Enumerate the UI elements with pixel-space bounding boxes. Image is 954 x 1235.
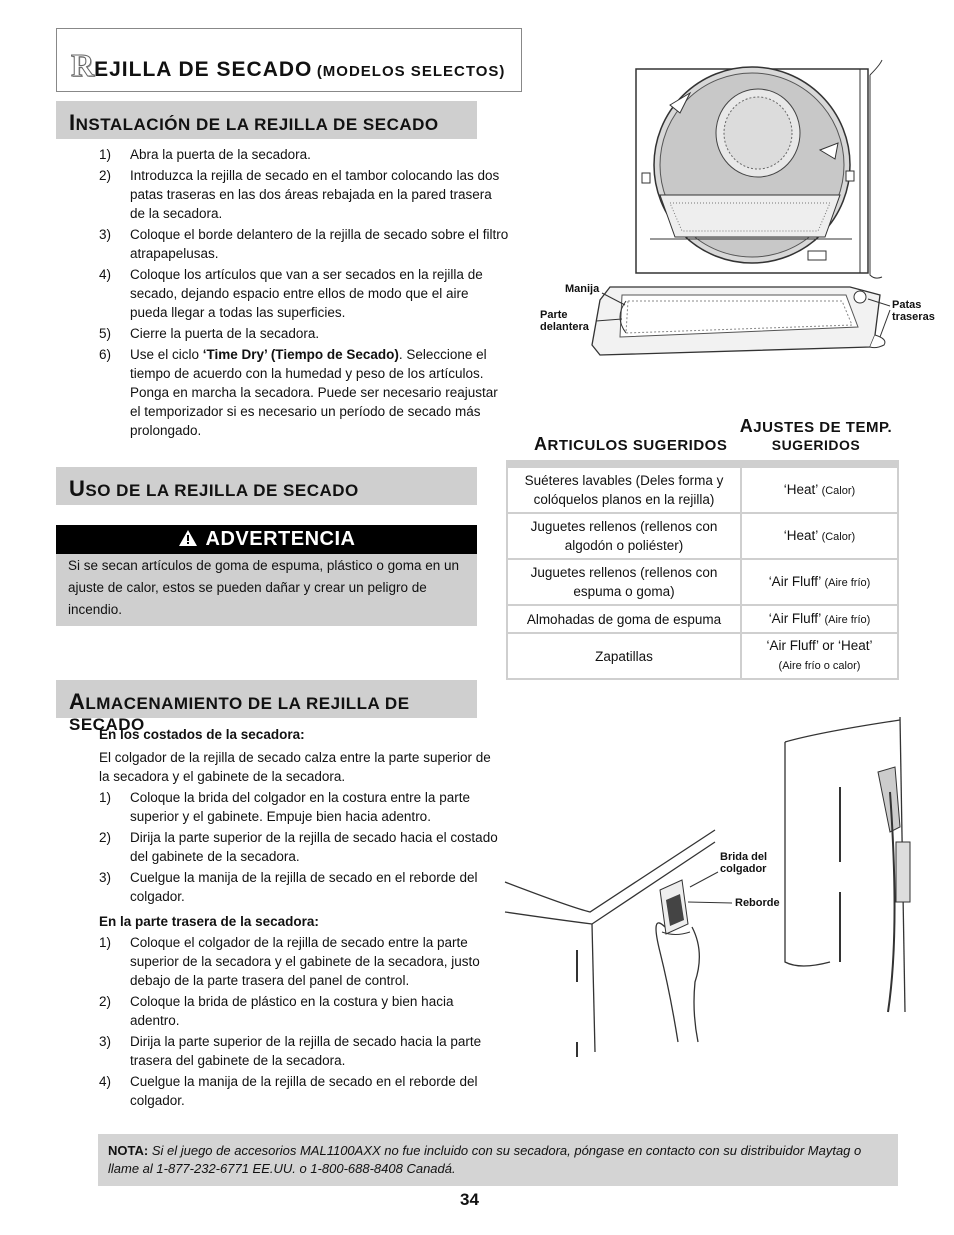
install-step-list	[99, 145, 509, 343]
label-front: Parte delantera	[540, 309, 589, 333]
step-text: Abra la puerta de la secadora.	[130, 147, 311, 162]
step-text: Coloque la brida del colgador en la costura entre la parte superior y el gabinete. Empuje bien hacia adentro.	[130, 790, 470, 824]
col-head-settings	[736, 416, 896, 453]
step-text: Cierre la puerta de la secadora.	[130, 326, 320, 341]
step-text: Cuelgue la manija de la rejilla de secado en el reborde del colgador.	[130, 1074, 478, 1108]
step-item	[99, 933, 501, 990]
note-text: Si el juego de accesorios MAL1100AXX no fue incluido con su secadora, póngase en contacto con su distribuidor Maytag o llame al 1-877-232-6771 EE.UU. o 1-800-688-8408 Canadá.	[108, 1143, 862, 1176]
step-text: Coloque el borde delantero de la rejilla de secado sobre el filtro atrapapelusas.	[130, 227, 509, 261]
title-subtitle: (MODELOS SELECTOS)	[316, 63, 506, 80]
step-number: 1)	[99, 147, 112, 162]
note-box	[98, 1134, 898, 1186]
step-item	[99, 166, 509, 223]
step-number: 1)	[99, 935, 112, 950]
step-number: 2)	[99, 168, 112, 183]
step-text: . Seleccione el tiempo de acuerdo con la humedad y peso de los artículos. Ponga en marcha la secadora. Puede ser necesario reajustar el temporizador si es necesario un período de secado más prolongado.	[130, 347, 498, 438]
label-hanger-flange: Brida del colgador	[720, 851, 768, 875]
sides-intro: El colgador de la rejilla de secado calza entre la parte superior de la secadora y el gabinete de la secadora.	[99, 750, 491, 784]
page-title	[56, 28, 522, 92]
setting-value: ‘Air Fluff’ or ‘Heat’	[766, 638, 873, 653]
step-number: 4)	[99, 267, 112, 282]
use-heading-cap: U	[69, 476, 86, 501]
step-number: 3)	[99, 1034, 112, 1049]
use-heading-text: SO DE LA REJILLA DE SECADO	[85, 481, 359, 500]
step-text: Coloque la brida de plástico en la costura y bien hacia adentro.	[130, 994, 454, 1028]
setting-note: (Aire frío)	[824, 613, 871, 626]
step-item	[99, 1072, 501, 1110]
setting-value: ‘Heat’	[783, 527, 818, 543]
warning-label: ADVERTENCIA	[205, 528, 356, 550]
col-head-settings-text: JUSTES DE TEMP.	[753, 419, 893, 436]
step-text: Dirija la parte superior de la rejilla de secado hacia el costado del gabinete de la secadora.	[130, 830, 498, 864]
step-text: Cuelgue la manija de la rejilla de secado en el reborde del colgador.	[130, 870, 478, 904]
col-head-items	[534, 434, 727, 455]
table-cell-item: Almohadas de goma de espuma	[507, 605, 741, 633]
recommendation-table	[506, 466, 899, 680]
table-cell-setting	[741, 633, 898, 679]
use-heading	[56, 467, 477, 505]
storage-heading-cap: A	[69, 689, 86, 714]
col-head-items-text: RTICULOS SUGERIDOS	[547, 437, 728, 454]
step-item	[99, 1032, 501, 1070]
table-cell-item: Suéteres lavables (Deles forma y colóquelos planos en la rejilla)	[507, 467, 741, 513]
step-text: Introduzca la rejilla de secado en el tambor colocando las dos patas traseras en las dos áreas rebajada en la pared trasera de la secadora.	[130, 168, 500, 221]
page-number: 34	[460, 1190, 479, 1209]
step-text: Dirija la parte superior de la rejilla de secado hacia la parte trasera del gabinete de la secadora.	[130, 1034, 482, 1068]
install-heading-text: NSTALACIÓN DE LA REJILLA DE SECADO	[75, 115, 439, 134]
install-step-6	[99, 345, 509, 440]
label-lip: Reborde	[735, 897, 780, 909]
step-item	[99, 828, 501, 866]
step-number: 3)	[99, 870, 112, 885]
sides-step-list	[99, 788, 501, 906]
warning-header	[56, 525, 477, 554]
setting-note: (Aire frío o calor)	[778, 660, 861, 672]
install-step-6-list	[99, 345, 509, 440]
col-head-settings-cap: A	[739, 416, 754, 436]
setting-note: (Aire frío)	[824, 576, 871, 589]
storage-content	[99, 727, 501, 1112]
table-cell-setting	[741, 467, 898, 513]
step-text: Coloque el colgador de la rejilla de secado entre la parte superior de la secadora y el gabinete de la secadora, justo debajo de la parte trasera del panel de control.	[130, 935, 480, 988]
label-handle: Manija	[565, 283, 600, 295]
table-row	[507, 467, 898, 513]
recommendation-table-frame	[506, 460, 899, 679]
step-number: 5)	[99, 326, 112, 341]
dryer-rack-illustration	[530, 55, 950, 375]
back-step-list	[99, 933, 501, 1110]
install-heading-cap: I	[69, 110, 76, 135]
table-cell-item: Juguetes rellenos (rellenos con espuma o goma)	[507, 559, 741, 605]
step-number: 6)	[99, 347, 112, 362]
step-item	[99, 868, 501, 906]
setting-value: ‘Heat’	[783, 481, 818, 497]
step-item	[99, 145, 509, 164]
hanger-illustration	[500, 712, 920, 1062]
table-cell-item: Juguetes rellenos (rellenos con algodón o poliéster)	[507, 513, 741, 559]
back-subheading: En la parte trasera de la secadora:	[99, 914, 319, 929]
warning-text: Si se secan artículos de goma de espuma, plástico o goma en un ajuste de calor, estos se pueden dañar y crear un peligro de incendio.	[56, 554, 477, 626]
hanger-drawing	[500, 712, 920, 1062]
setting-note: (Calor)	[821, 484, 856, 497]
step-item	[99, 225, 509, 263]
table-cell-setting	[741, 559, 898, 605]
install-steps	[99, 145, 509, 442]
storage-heading	[56, 680, 477, 734]
step-item	[99, 788, 501, 826]
install-heading	[56, 101, 477, 139]
step-bold-text: ‘Time Dry’ (Tiempo de Secado)	[202, 347, 399, 362]
title-text: EJILLA DE SECADO	[94, 58, 313, 81]
table-row	[507, 605, 898, 633]
sides-subheading: En los costados de la secadora:	[99, 727, 305, 742]
step-text: Use el ciclo	[130, 347, 203, 362]
step-item	[99, 265, 509, 322]
table-row	[507, 513, 898, 559]
col-head-settings-line2: SUGERIDOS	[771, 437, 861, 453]
step-number: 3)	[99, 227, 112, 242]
col-head-items-cap: A	[534, 434, 548, 454]
table-row	[507, 559, 898, 605]
note-label: NOTA:	[108, 1143, 149, 1158]
setting-note: (Calor)	[821, 530, 856, 543]
step-number: 1)	[99, 790, 112, 805]
table-cell-setting	[741, 605, 898, 633]
step-number: 2)	[99, 994, 112, 1009]
step-item	[99, 324, 509, 343]
table-cell-item: Zapatillas	[507, 633, 741, 679]
setting-value: ‘Air Fluff’	[768, 573, 821, 589]
warning-triangle-icon	[178, 529, 198, 547]
step-number: 2)	[99, 830, 112, 845]
step-text: Coloque los artículos que van a ser secados en la rejilla de secado, dejando espacio entre ellos de modo que el aire pueda llegar a todas las superficies.	[130, 267, 483, 320]
step-number: 4)	[99, 1074, 112, 1089]
title-initial: R	[71, 47, 95, 83]
setting-value: ‘Air Fluff’	[768, 610, 821, 626]
table-cell-setting	[741, 513, 898, 559]
step-item	[99, 992, 501, 1030]
label-rear-legs: Patas traseras	[892, 299, 935, 323]
table-row	[507, 633, 898, 679]
storage-heading-text: LMACENAMIENTO DE LA REJILLA DE SECADO	[69, 694, 410, 734]
